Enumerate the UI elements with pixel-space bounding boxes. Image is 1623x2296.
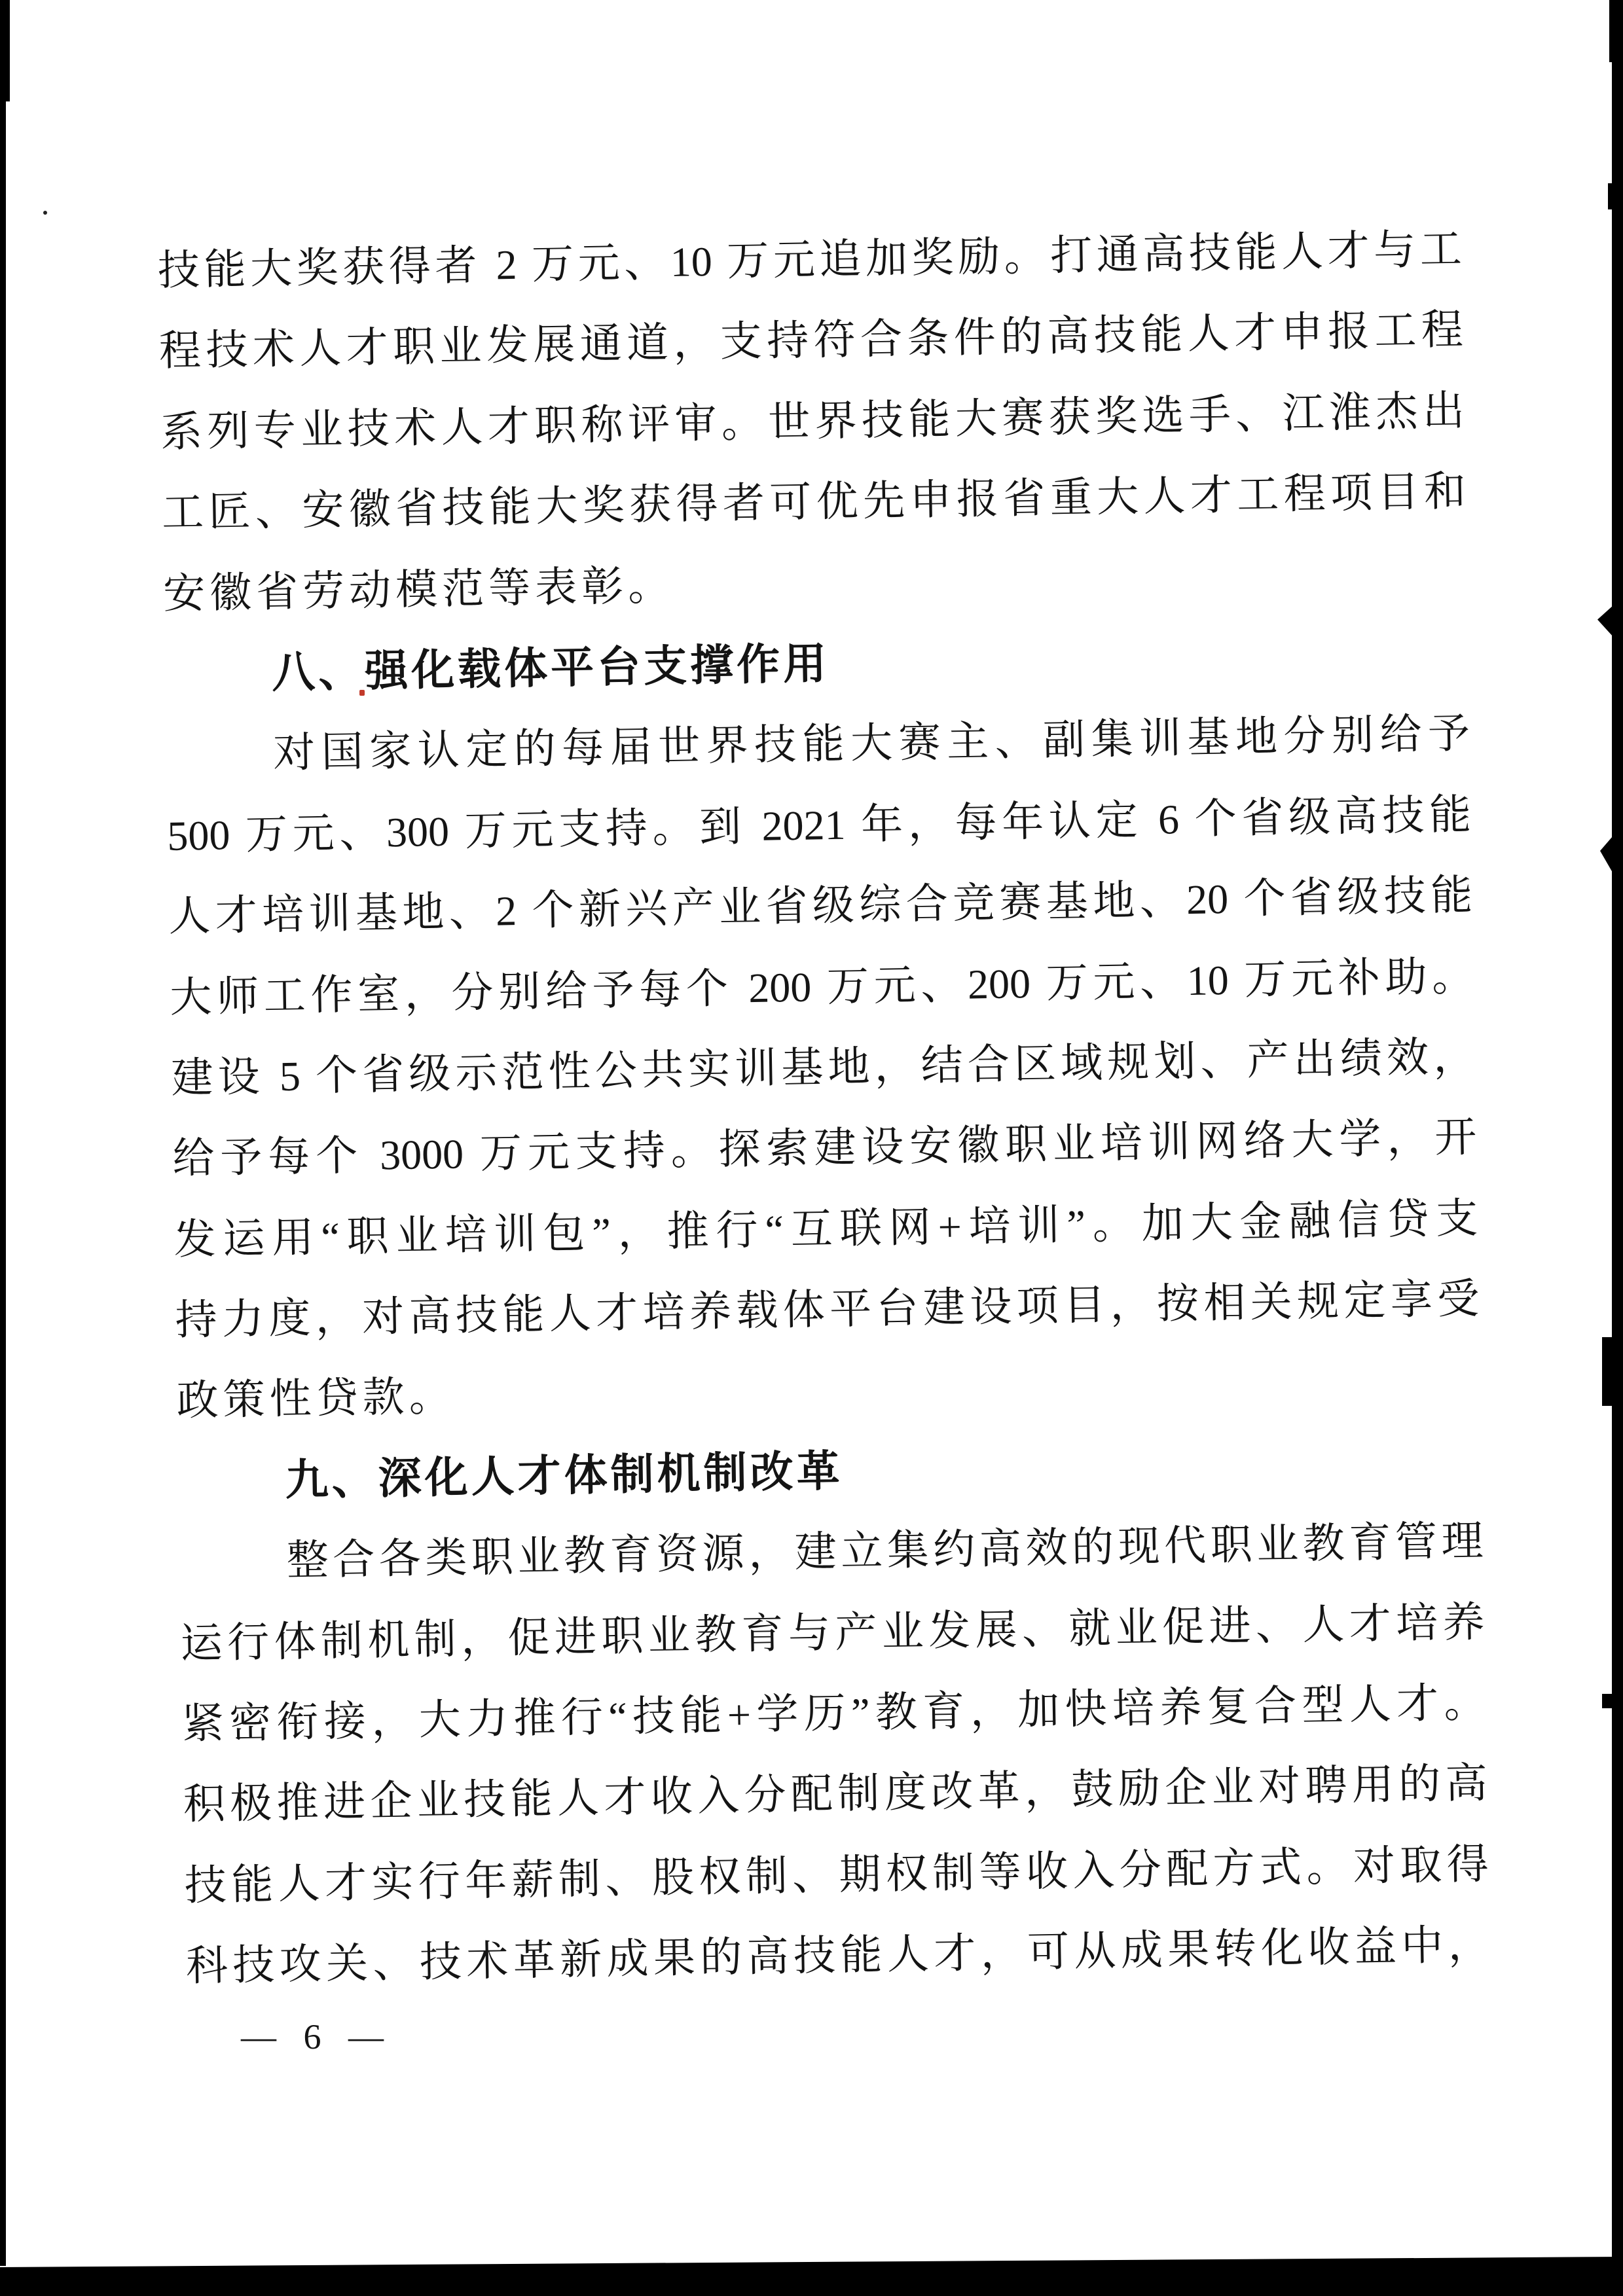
- scan-border-right-tick: [1602, 1694, 1613, 1708]
- text-line: 大师工作室，分别给予每个 200 万元、200 万元、10 万元补助。: [169, 952, 1474, 1021]
- scan-border-right-bump: [1597, 605, 1613, 637]
- ink-speck: [43, 211, 47, 215]
- scan-border-right: [1612, 0, 1623, 2265]
- scan-border-left: [0, 0, 6, 2266]
- section-heading-8: 八、强化载体平台支撑作用: [271, 639, 830, 697]
- page-number-footer: — 6 —: [241, 2017, 393, 2056]
- scan-border-right-bump: [1600, 836, 1613, 872]
- text-line: 科技攻关、技术革新成果的高技能人才，可从成果转化收益中，: [185, 1921, 1491, 1990]
- text-line: 工匠、安徽省技能大奖获得者可优先申报省重大人才工程项目和: [161, 468, 1467, 537]
- text-line: 紧密衔接，大力推行“技能+学历”教育，加快培养复合型人才。: [181, 1679, 1487, 1748]
- text-line: 整合各类职业教育资源，建立集约高效的现代职业教育管理: [286, 1517, 1484, 1585]
- text-line: 建设 5 个省级示范性公共实训基地，结合区域规划、产出绩效，: [170, 1033, 1476, 1102]
- text-line: 安徽省劳动模范等表彰。: [162, 562, 675, 617]
- scan-border-right-bump: [1602, 1337, 1613, 1406]
- text-line: 给予每个 3000 万元支持。探索建设安徽职业培训网络大学，开: [172, 1114, 1477, 1183]
- text-line: 技能人才实行年薪制、股权制、期权制等收入分配方式。对取得: [184, 1840, 1489, 1909]
- text-line: 人才培训基地、2 个新兴产业省级综合竞赛基地、20 个省级技能: [168, 871, 1473, 940]
- text-line: 积极推进企业技能人才收入分配制度改革，鼓励企业对聘用的高: [183, 1760, 1488, 1829]
- scan-border-right-top: [1609, 0, 1623, 62]
- text-line: 运行体制机制，促进职业教育与产业发展、就业促进、人才培养: [180, 1598, 1486, 1667]
- scan-border-bottom: [0, 2257, 1623, 2296]
- text-line: 系列专业技术人才职称评审。世界技能大赛获奖选手、江淮杰出: [160, 387, 1465, 456]
- text-line: 500 万元、300 万元支持。到 2021 年，每年认定 6 个省级高技能: [166, 791, 1472, 859]
- text-line: 发运用“职业培训包”，推行“互联网+培训”。加大金融信贷支: [173, 1194, 1478, 1263]
- text-line: 政策性贷款。: [176, 1373, 456, 1425]
- text-line: 程技术人才职业发展通道，支持符合条件的高技能人才申报工程: [158, 306, 1464, 375]
- document-text-block: [157, 209, 1491, 2007]
- scan-border-right-tick: [1608, 183, 1613, 209]
- section-heading-9: 九、深化人才体制机制改革: [285, 1446, 844, 1504]
- scan-border-left-top: [0, 0, 10, 101]
- text-line: 技能大奖获得者 2 万元、10 万元追加奖励。打通高技能人才与工: [157, 225, 1463, 294]
- text-line: 持力度，对高技能人才培养载体平台建设项目，按相关规定享受: [175, 1275, 1480, 1344]
- text-line: 对国家认定的每届世界技能大赛主、副集训基地分别给予: [272, 710, 1470, 777]
